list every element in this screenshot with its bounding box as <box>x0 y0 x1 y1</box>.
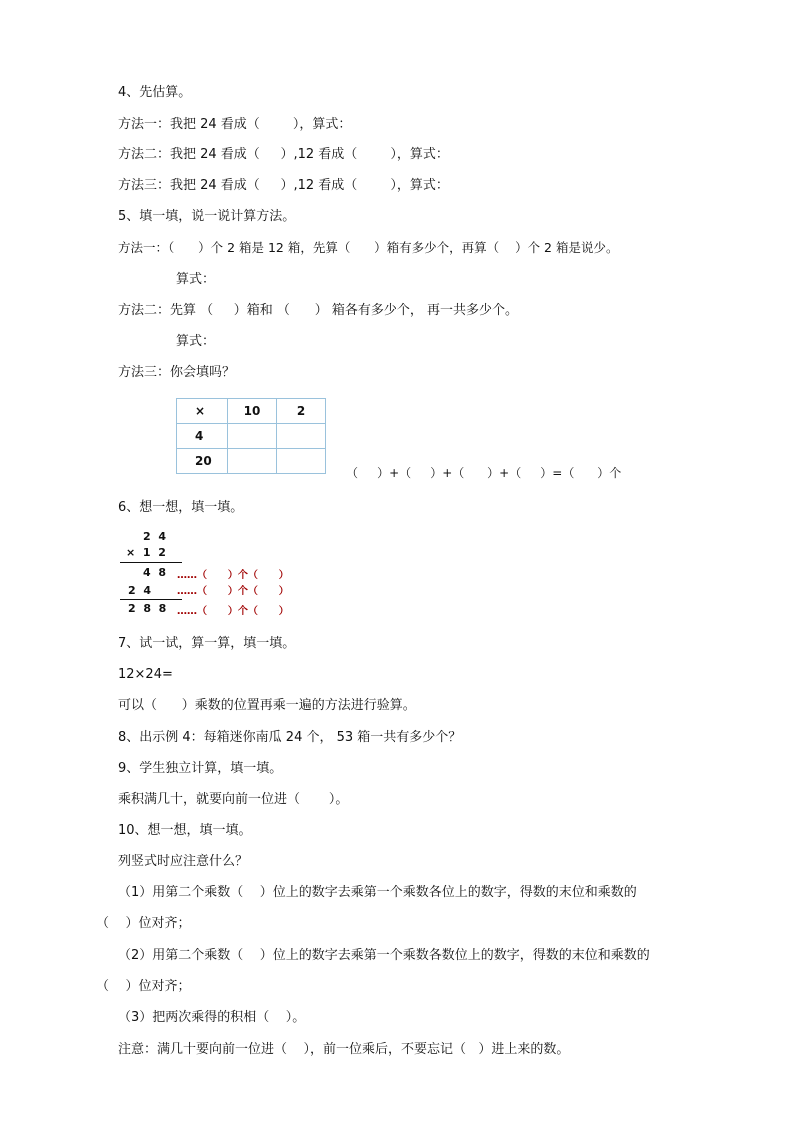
q7-line: 可以（ ）乘数的位置再乘一遍的方法进行验算。 <box>118 698 416 713</box>
multiplication-grid <box>176 398 326 474</box>
vertical-annotation-1: ……（ ）个（ ） <box>177 570 289 581</box>
vertical-rule-2 <box>120 599 182 600</box>
q4-method-3: 方法三：我把 24 看成（ ）,12 看成（ ），算式： <box>118 178 449 193</box>
grid-row <box>177 449 326 474</box>
q10-point-2a: （2）用第二个乘数（ ）位上的数字去乘第一个乘数各数位上的数字，得数的末位和乘数的 <box>118 948 650 963</box>
q4-method-1: 方法一：我把 24 看成（ ），算式： <box>118 117 352 132</box>
vertical-row-2: × 1 2 <box>126 546 166 559</box>
vertical-row-5: 2 8 8 <box>128 602 167 615</box>
grid-corner-cell: × <box>177 399 228 424</box>
q10-point-1b: （ ）位对齐； <box>96 916 191 931</box>
q10-point-3: （3）把两次乘得的积相（ ）。 <box>118 1010 306 1025</box>
q7-title: 7、试一试，算一算，填一填。 <box>118 636 296 651</box>
q10-point-1a: （1）用第二个乘数（ ）位上的数字去乘第一个乘数各位上的数字，得数的末位和乘数的 <box>118 885 637 900</box>
q10-question: 列竖式时应注意什么？ <box>118 854 249 869</box>
vertical-row-1: 2 4 <box>143 530 166 543</box>
q10-point-2b: （ ）位对齐； <box>96 979 191 994</box>
q9-title: 9、学生独立计算，填一填。 <box>118 761 283 776</box>
grid-row <box>177 424 326 449</box>
q5-sum-line: （ ）+（ ）+（ ）+（ ）=（ ）个 <box>346 466 622 480</box>
q5-method-1-formula: 算式： <box>176 272 216 287</box>
q10-note: 注意：满几十要向前一位进（ ），前一位乘后，不要忘记（ ）进上来的数。 <box>118 1042 570 1057</box>
grid-header-cell: 10 <box>228 399 277 424</box>
q5-title: 5、填一填，说一说计算方法。 <box>118 209 296 224</box>
vertical-row-4: 2 4 <box>128 584 151 597</box>
grid-cell[interactable] <box>277 424 326 449</box>
q5-method-3: 方法三：你会填吗？ <box>118 365 236 380</box>
q5-method-1: 方法一：（ ）个 2 箱是 12 箱，先算（ ）箱有多少个，再算（ ）个 2 箱是说少。 <box>118 240 619 255</box>
vertical-annotation-3: ……（ ）个（ ） <box>177 606 289 617</box>
q9-line: 乘积满几十，就要向前一位进（ ）。 <box>118 792 349 807</box>
vertical-rule-1 <box>120 562 182 563</box>
q7-expression: 12×24= <box>118 667 173 682</box>
grid-cell[interactable] <box>228 424 277 449</box>
q4-method-2: 方法二：我把 24 看成（ ）,12 看成（ ），算式： <box>118 147 449 162</box>
grid-header-row <box>177 399 326 424</box>
grid-header-cell: 2 <box>277 399 326 424</box>
q5-method-2: 方法二：先算 （ ）箱和 （ ） 箱各有多少个， 再一共多少个。 <box>118 303 518 318</box>
grid-row-header: 20 <box>177 449 228 474</box>
q8-title: 8、出示例 4：每箱迷你南瓜 24 个， 53 箱一共有多少个？ <box>118 730 462 745</box>
q10-title: 10、想一想，填一填。 <box>118 823 252 838</box>
q5-method-2-formula: 算式： <box>176 334 216 349</box>
vertical-annotation-2: ……（ ）个（ ） <box>177 586 289 597</box>
grid-row-header: 4 <box>177 424 228 449</box>
grid-cell[interactable] <box>277 449 326 474</box>
q6-title: 6、想一想，填一填。 <box>118 500 244 515</box>
q4-title: 4、先估算。 <box>118 85 192 100</box>
grid-cell[interactable] <box>228 449 277 474</box>
vertical-row-3: 4 8 <box>143 566 166 579</box>
